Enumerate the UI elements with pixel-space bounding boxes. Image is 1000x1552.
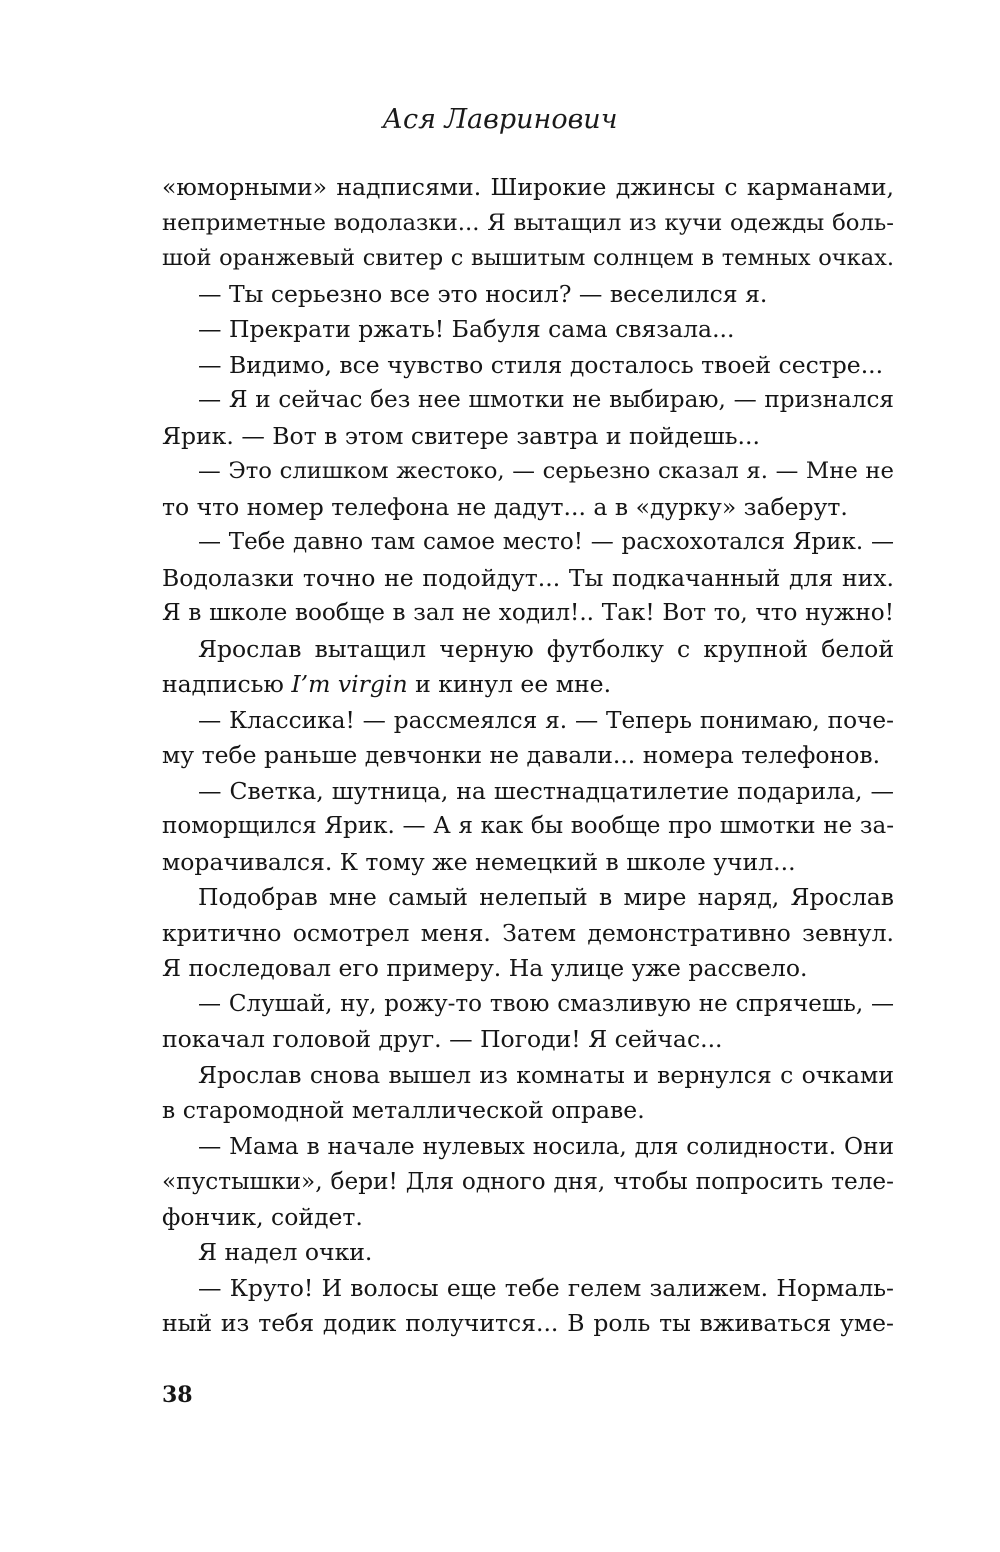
text-line: — Ты серьезно все это носил? — веселился я. — [198, 279, 768, 308]
text-line: — Классика! — рассмеялся я. — Теперь понимаю, поче- — [198, 706, 894, 734]
text-line: — Слушай, ну, рожу-то твою смазливую не спрячешь, — — [198, 990, 894, 1017]
text-line: — Я и сейчас без нее шмотки не выбираю, — признался — [198, 387, 894, 413]
text-line: поморщился Ярик. — А я как бы вообще про шмотки не за- — [162, 813, 894, 839]
text-line: — Круто! И волосы еще тебе гелем залижем. Нормаль- — [198, 1273, 894, 1302]
text-line: — Это слишком жестоко, — серьезно сказал я. — Мне не — [198, 458, 894, 484]
text-line: Ярослав снова вышел из комнаты и вернулся с очками — [198, 1060, 894, 1089]
text-line: — Прекрати ржать! Бабуля сама связала... — [198, 315, 735, 343]
text-line: покачал головой друг. — Погоди! Я сейчас... — [162, 1025, 723, 1053]
text-line: шой оранжевый свитер с вышитым солнцем в темных очках. — [162, 245, 894, 271]
text-line: «юморными» надписями. Широкие джинсы с карманами, — [162, 173, 894, 201]
text-line: фончик, сойдет. — [162, 1202, 363, 1231]
running-head-author: Ася Лавринович — [382, 104, 618, 135]
text-line: Я в школе вообще в зал не ходил!.. Так! Вот то, что нужно! — [162, 600, 894, 626]
text-line: — Видимо, все чувство стиля досталось твоей сестре... — [198, 350, 884, 379]
text-line: Подобрав мне самый нелепый в мире наряд, Ярослав — [198, 883, 894, 911]
text-line: критично осмотрел меня. Затем демонстративно зевнул. — [162, 918, 894, 947]
text-line: Водолазки точно не подойдут... Ты подкачанный для них. — [162, 563, 894, 592]
text-line: — Мама в начале нулевых носила, для солидности. Они — [198, 1132, 894, 1160]
text-line: то что номер телефона не дадут... а в «дурку» заберут. — [162, 492, 848, 521]
text-line: Ярик. — Вот в этом свитере завтра и пойдешь... — [162, 421, 760, 450]
text-line — [162, 667, 894, 703]
text-line: морачивался. К тому же немецкий в школе учил... — [162, 847, 796, 876]
text-line: — Тебе давно там самое место! — расхохотался Ярик. — — [198, 529, 894, 555]
text-line: ный из тебя додик получится... В роль ты вживаться уме- — [162, 1309, 894, 1337]
text-line: му тебе раньше девчонки не давали... номера телефонов. — [162, 741, 881, 769]
text-segment: и кинул ее мне. — [407, 670, 612, 698]
text-line: Я надел очки. — [198, 1238, 373, 1266]
text-line: неприметные водолазки... Я вытащил из кучи одежды боль- — [162, 209, 894, 236]
text-line: в старомодной металлической оправе. — [162, 1096, 645, 1124]
text-line: Я последовал его примеру. На улице уже рассвело. — [162, 954, 808, 982]
text-segment: надписью — [162, 670, 292, 698]
text-line: Ярослав вытащил черную футболку с крупной белой — [198, 634, 894, 663]
italic-phrase: I’m virgin — [291, 670, 408, 698]
text-line: — Светка, шутница, на шестнадцатилетие подарила, — — [198, 776, 894, 805]
text-line: «пустышки», бери! Для одного дня, чтобы попросить теле- — [162, 1168, 894, 1195]
page-number: 38 — [162, 1382, 193, 1408]
body-text — [162, 170, 894, 1342]
